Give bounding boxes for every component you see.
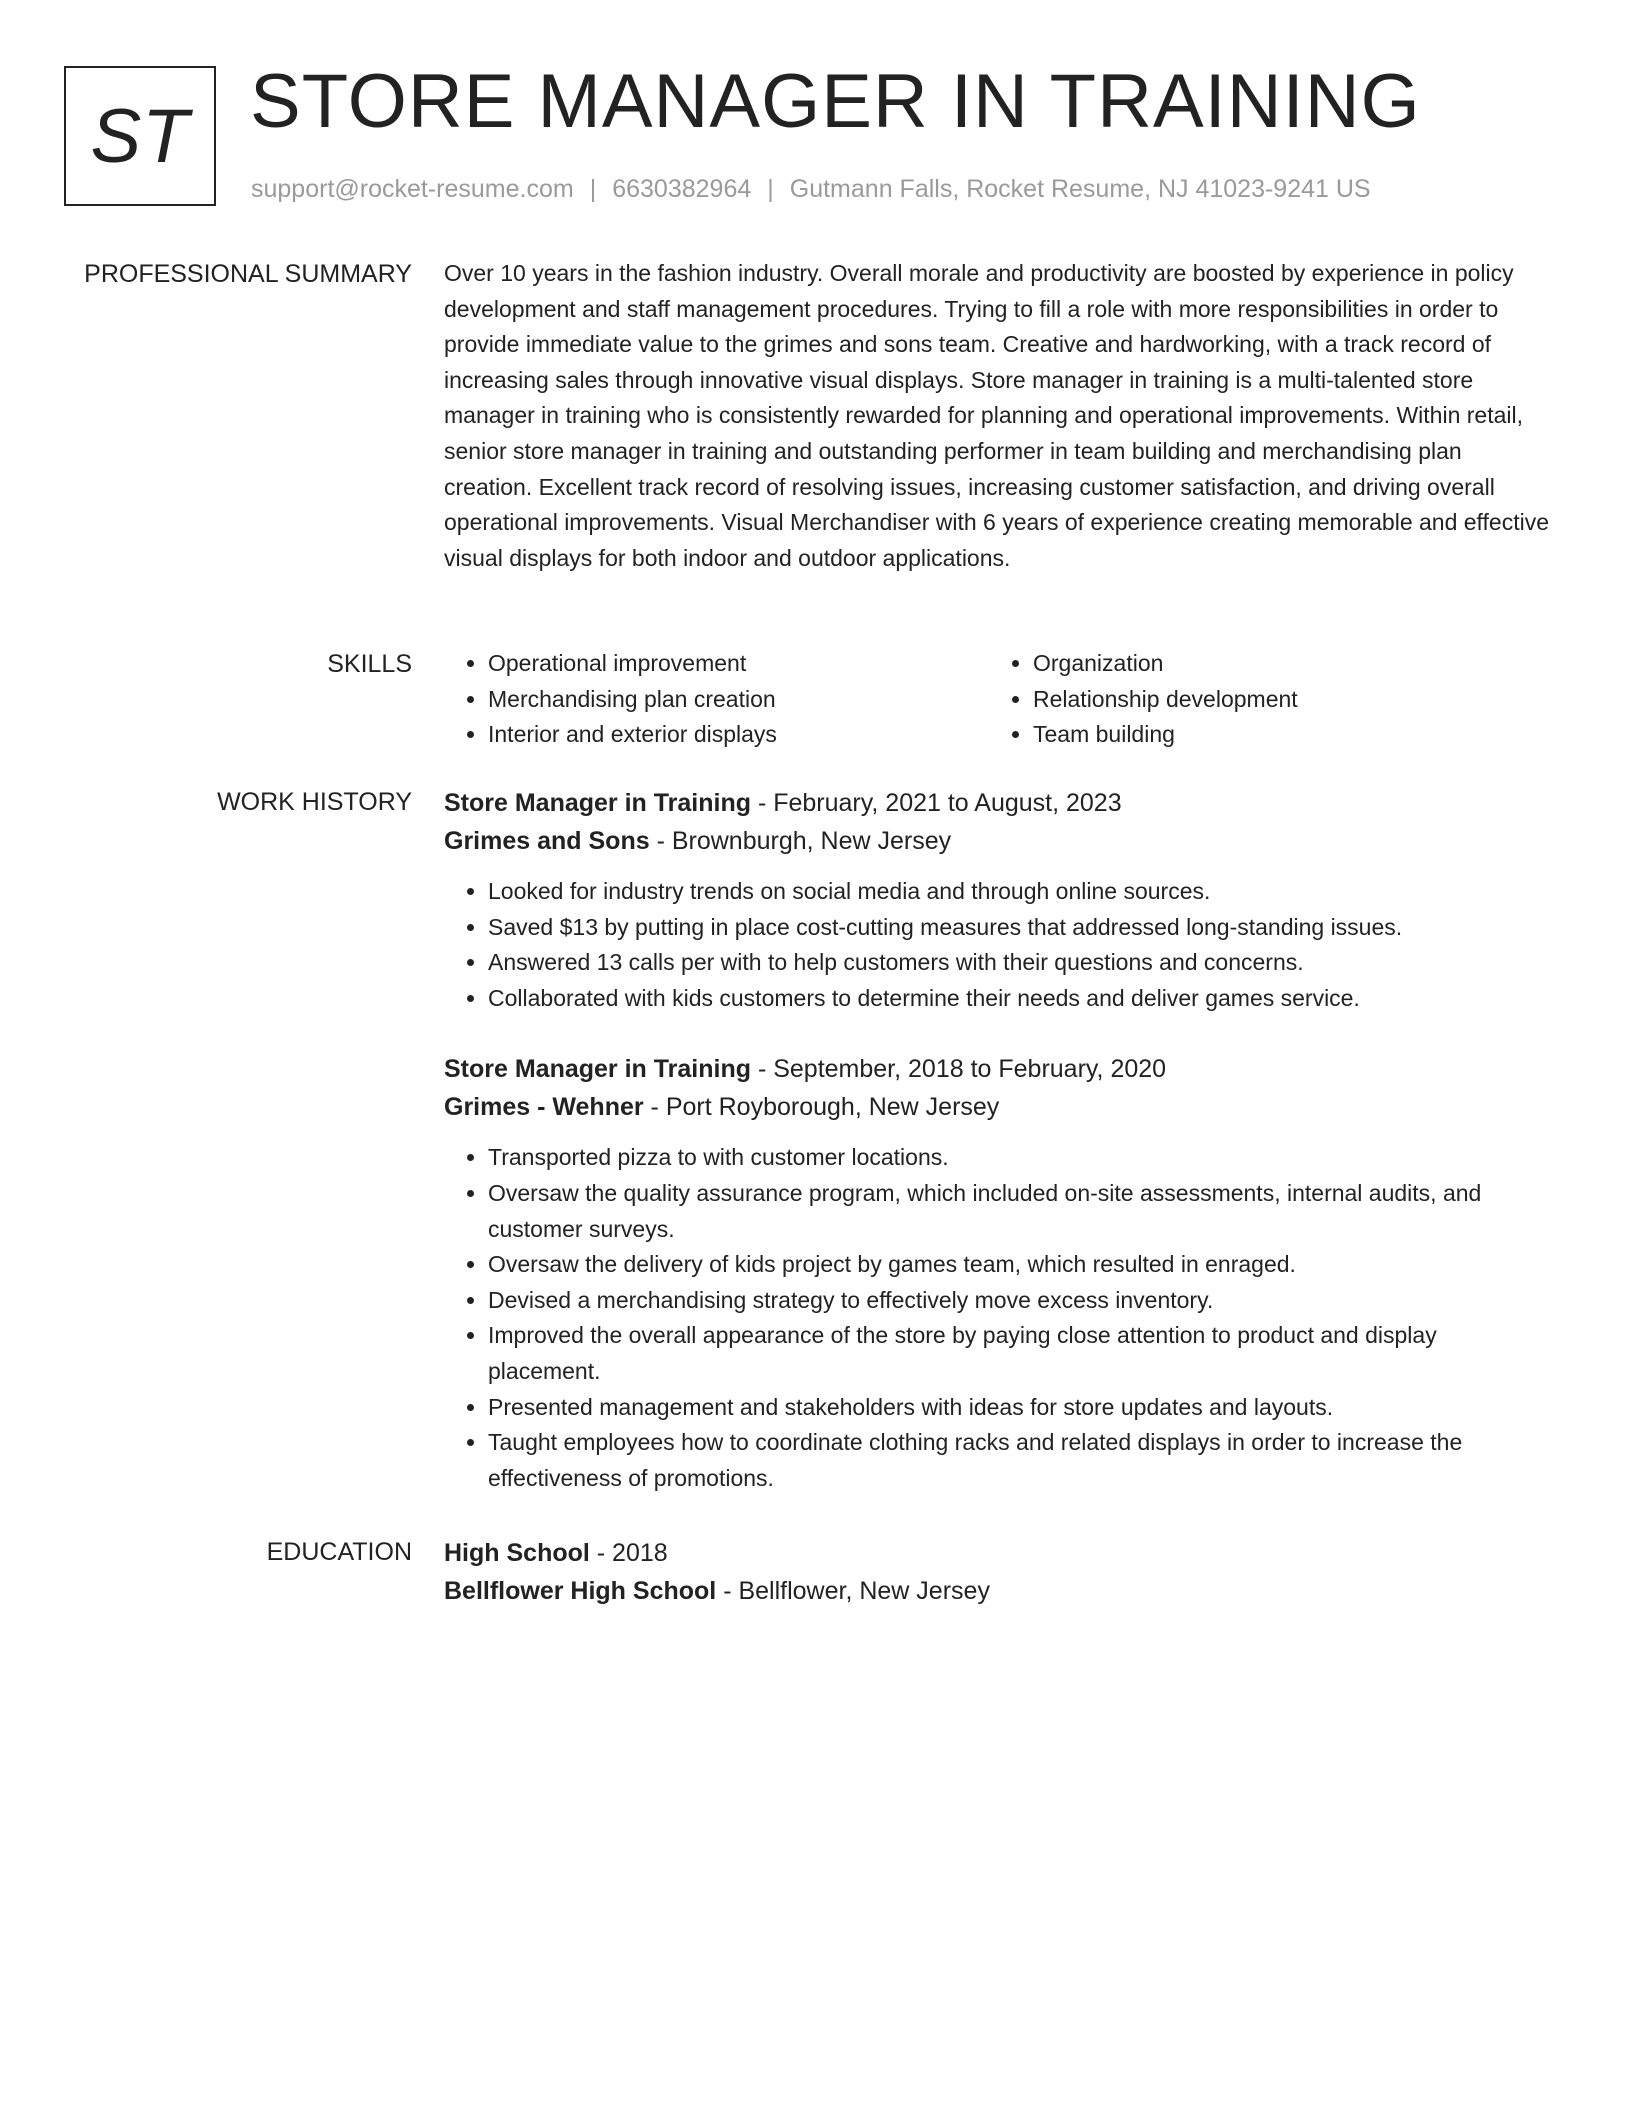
education-degree: High School — [444, 1539, 590, 1567]
job-bullet: • Taught employees how to coordinate clothing racks and related displays in order to increase the effectiveness of promotions. — [488, 1425, 1554, 1496]
job-bullet: • Looked for industry trends on social media and through online sources. — [488, 874, 1554, 910]
monogram-box — [64, 66, 216, 206]
job-company: Grimes - Wehner — [444, 1093, 644, 1122]
contact-line — [251, 174, 1371, 204]
skills-column-right — [989, 646, 1534, 753]
contact-email: support@rocket-resume.com — [251, 175, 574, 203]
section-label-education: EDUCATION — [266, 1538, 412, 1566]
job-company-line — [444, 822, 1554, 860]
skills-body — [444, 646, 1554, 753]
job-title: Store Manager in Training — [444, 789, 751, 817]
job-entry — [444, 784, 1554, 1016]
skill-item: • Organization — [1033, 646, 1534, 682]
summary-text: Over 10 years in the fashion industry. Overall morale and productivity are boosted by experience in policy development and staff management procedures. Trying to fill a role with more responsibilities in order to provide immediate value to the grimes and sons team. Creative and hardworking, with a track record of increasing sales through innovative visual displays. Store manager in training is a multi-talented store manager in training who is consistently rewarded for planning and operational improvements. Within retail, senior store manager in training and outstanding performer in team building and merchandising plan creation. Excellent track record of resolving issues, increasing customer satisfaction, and driving overall operational improvements. Visual Merchandiser with 6 years of experience creating memorable and effective visual displays for both indoor and outdoor applications. — [444, 260, 1549, 571]
job-company-line — [444, 1088, 1554, 1126]
education-degree-line — [444, 1534, 1554, 1572]
candidate-name: STORE MANAGER IN TRAINING — [250, 59, 1421, 144]
job-bullet: • Devised a merchandising strategy to effectively move excess inventory. — [488, 1283, 1554, 1319]
contact-address: Gutmann Falls, Rocket Resume, NJ 41023-9241 US — [789, 175, 1371, 203]
education-year: - 2018 — [589, 1539, 668, 1567]
skill-item: • Merchandising plan creation — [488, 682, 989, 718]
education-school-line — [444, 1572, 1554, 1610]
job-entry — [444, 1050, 1554, 1496]
section-label-summary: PROFESSIONAL SUMMARY — [84, 260, 412, 288]
contact-separator: | — [767, 175, 774, 203]
job-bullet: • Improved the overall appearance of the store by paying close attention to product and display placement. — [488, 1318, 1554, 1389]
job-title-line — [444, 784, 1554, 822]
job-bullet: • Oversaw the quality assurance program, which included on-site assessments, internal audits, and customer surveys. — [488, 1176, 1554, 1247]
summary-body — [444, 256, 1554, 576]
job-bullet: • Saved $13 by putting in place cost-cutting measures that addressed long-standing issues. — [488, 910, 1554, 946]
skills-list-left — [444, 646, 989, 753]
job-bullet: • Collaborated with kids customers to determine their needs and deliver games service. — [488, 981, 1554, 1017]
job-bullet: • Oversaw the delivery of kids project by games team, which resulted in enraged. — [488, 1247, 1554, 1283]
education-location: - Bellflower, New Jersey — [716, 1577, 990, 1605]
skills-column-left — [444, 646, 989, 753]
job-bullet: • Presented management and stakeholders with ideas for store updates and layouts. — [488, 1390, 1554, 1426]
job-title-line — [444, 1050, 1554, 1088]
section-label-work-history: WORK HISTORY — [217, 788, 412, 816]
job-dates: - September, 2018 to February, 2020 — [751, 1055, 1167, 1084]
skill-item: • Team building — [1033, 717, 1534, 753]
section-label-skills: SKILLS — [327, 650, 412, 678]
job-title: Store Manager in Training — [444, 1055, 751, 1084]
job-bullets — [444, 874, 1554, 1016]
contact-phone: 6630382964 — [612, 175, 752, 203]
job-location: - Brownburgh, New Jersey — [649, 827, 952, 855]
skill-item: • Relationship development — [1033, 682, 1534, 718]
job-location: - Port Royborough, New Jersey — [643, 1093, 1000, 1122]
skill-item: • Interior and exterior displays — [488, 717, 989, 753]
job-company: Grimes and Sons — [444, 827, 650, 855]
job-dates: - February, 2021 to August, 2023 — [751, 789, 1122, 817]
skills-list-right — [989, 646, 1534, 753]
education-school: Bellflower High School — [444, 1577, 717, 1605]
monogram-initials: ST — [90, 93, 190, 179]
job-bullets — [444, 1140, 1554, 1496]
job-bullet: • Answered 13 calls per with to help customers with their questions and concerns. — [488, 945, 1554, 981]
job-bullet: • Transported pizza to with customer locations. — [488, 1140, 1554, 1176]
skill-item: • Operational improvement — [488, 646, 989, 682]
education-body — [444, 1534, 1554, 1610]
skills-columns — [444, 646, 1554, 753]
work-history-body — [444, 784, 1554, 1496]
contact-separator: | — [589, 175, 597, 203]
